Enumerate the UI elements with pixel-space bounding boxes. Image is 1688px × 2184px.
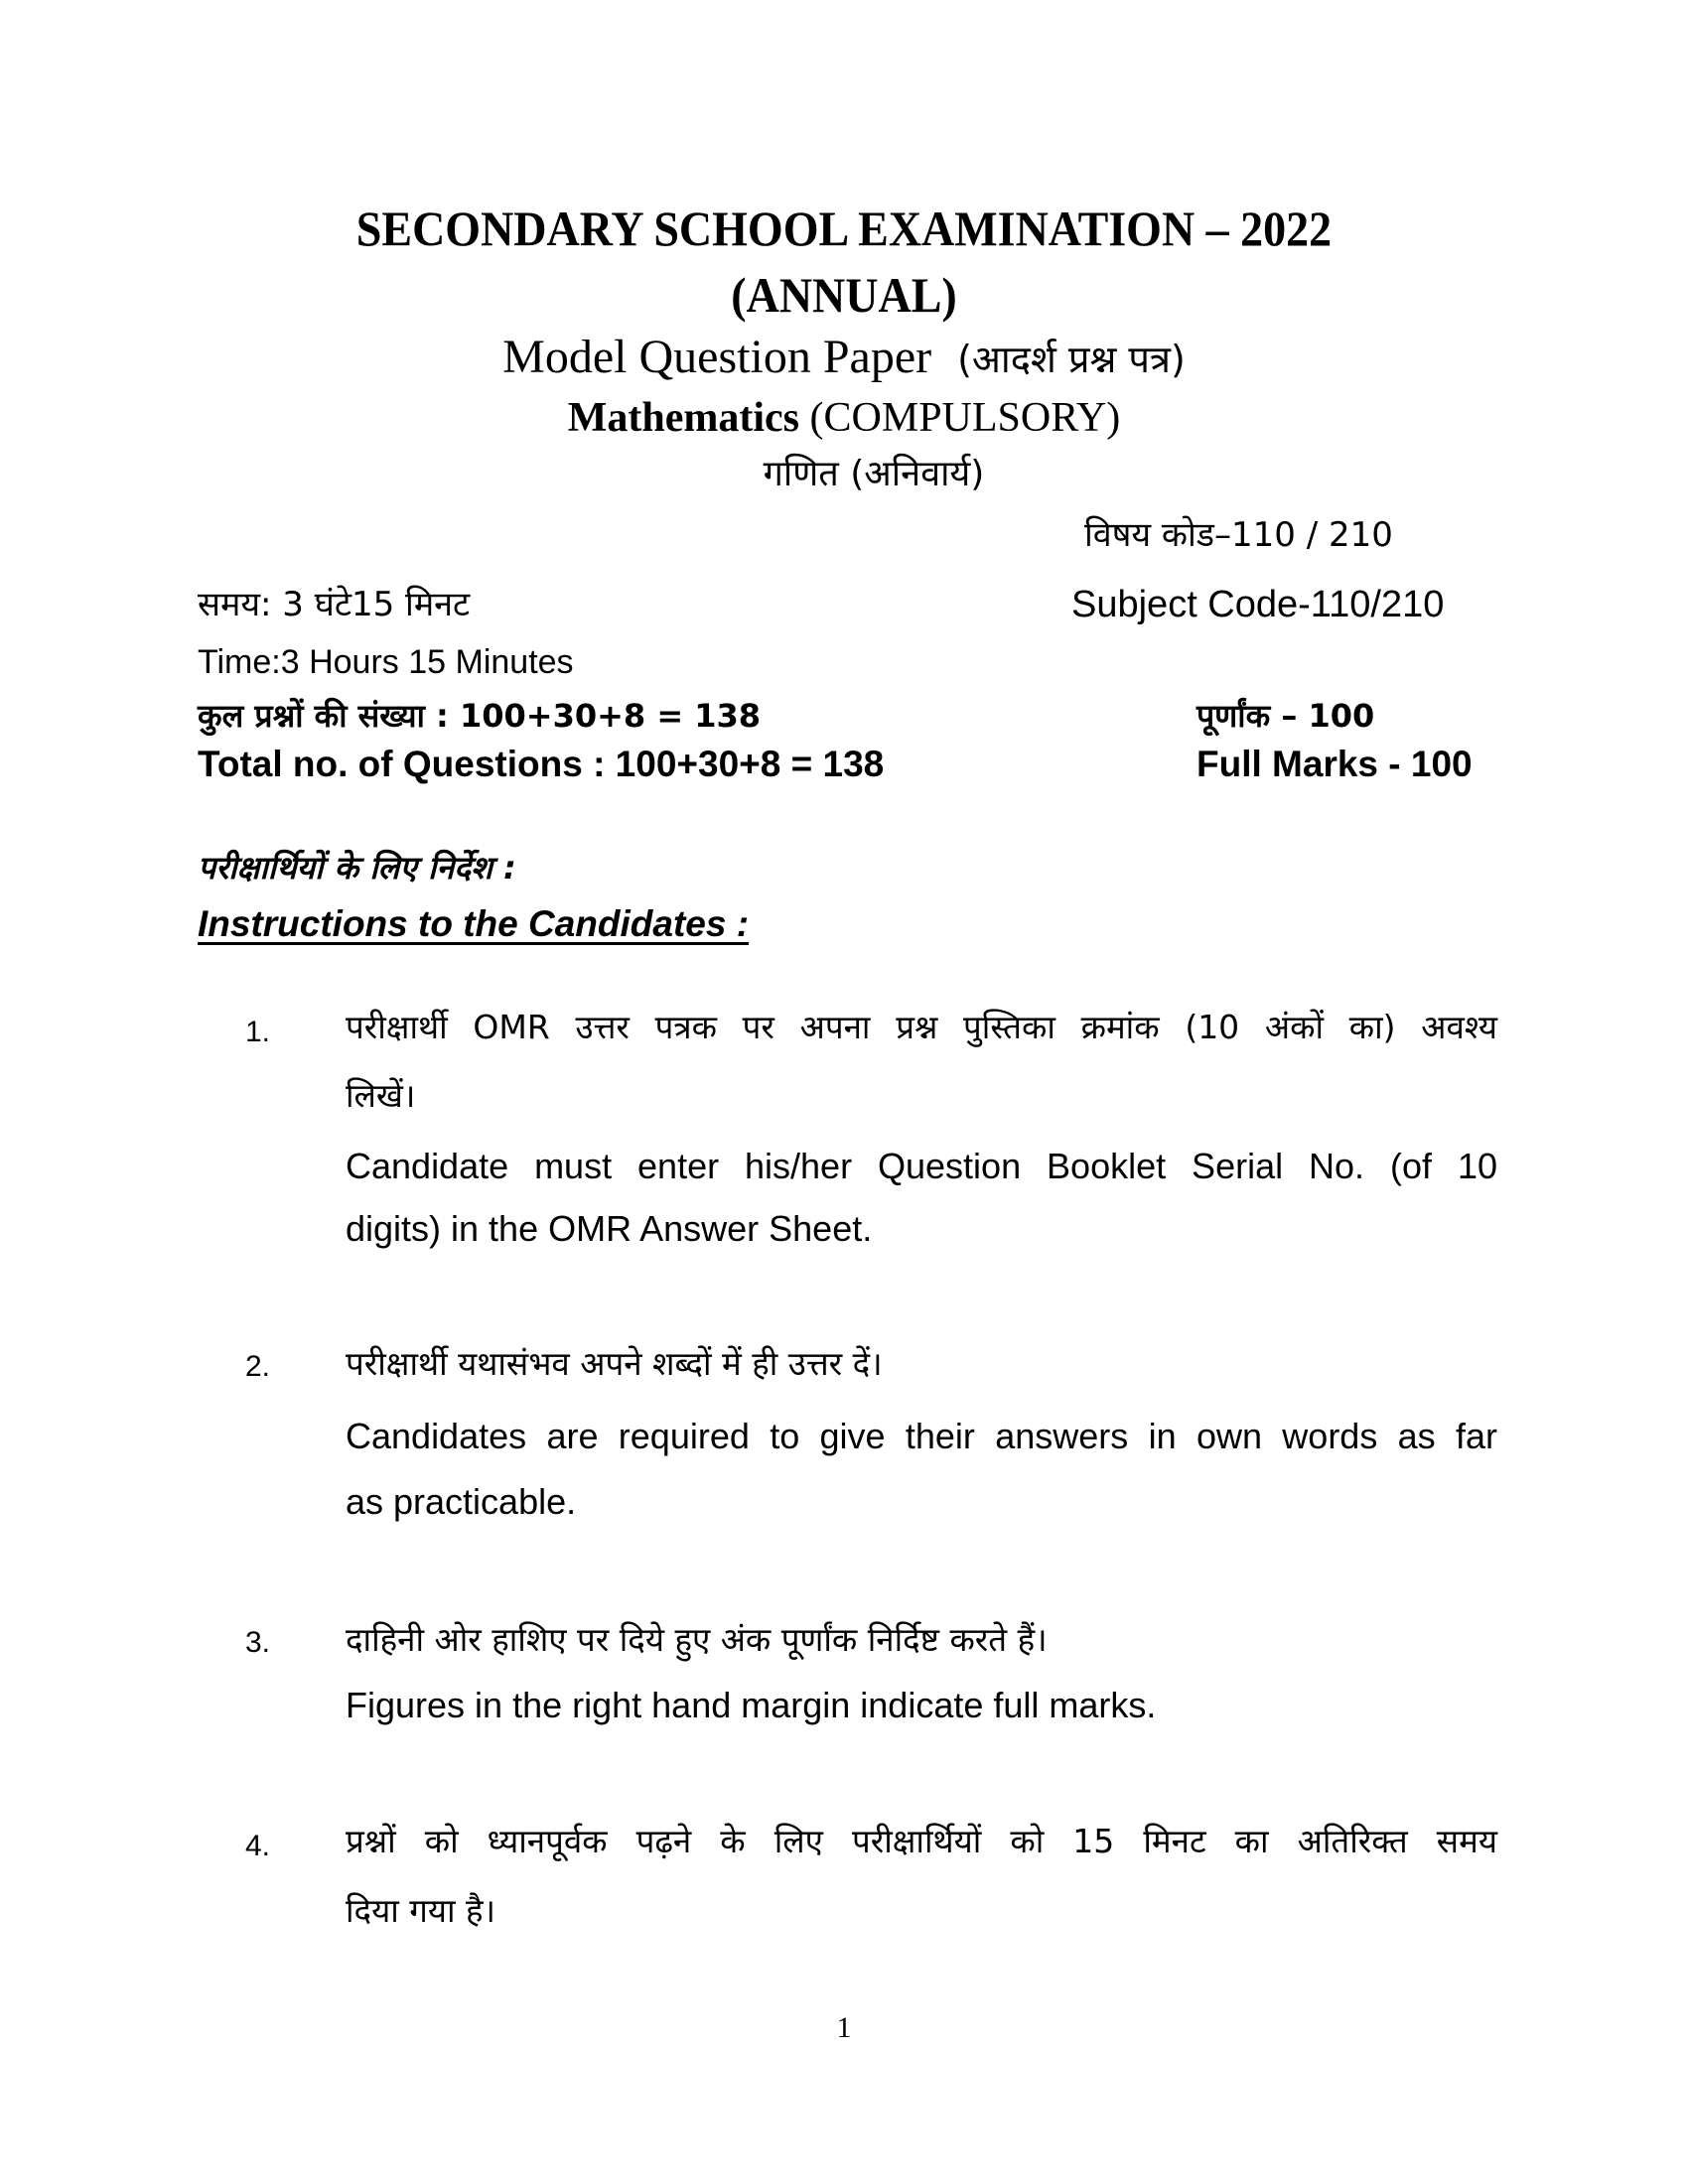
subject-title-hindi: गणित (अनिवार्य)	[763, 454, 985, 494]
instruction-number: 4.	[245, 1830, 271, 1862]
instruction-4-hindi-line2: दिया गया है।	[346, 1891, 496, 1930]
exam-title: SECONDARY SCHOOL EXAMINATION – 2022	[355, 201, 1333, 256]
full-marks: Full Marks - 100	[1196, 744, 1473, 784]
exam-session: (ANNUAL)	[731, 267, 957, 323]
instruction-number: 3.	[245, 1626, 271, 1659]
instruction-3-hindi-line1: दाहिनी ओर हाशिए पर दिये हुए अंक पूर्णांक निर्दिष्ट करते हैं।	[346, 1620, 1048, 1659]
instruction-1-english-line1: Candidate must enter his/her Question Booklet Serial No. (of 10	[346, 1146, 1497, 1186]
paper-type-hi: (आदर्श प्रश्न पत्र)	[957, 338, 1186, 381]
time-duration: Time:3 Hours 15 Minutes	[198, 643, 574, 681]
instructions-heading-hindi: परीक्षार्थियों के लिए निर्देश :	[198, 849, 516, 887]
instruction-number: 1.	[245, 1016, 271, 1048]
subject-name: Mathematics	[567, 395, 800, 441]
instruction-1-hindi-line2: लिखें।	[346, 1076, 416, 1115]
time-hindi: समय: 3 घंटे15 मिनट	[198, 585, 471, 624]
instruction-number: 2.	[245, 1350, 271, 1383]
subject-compulsory: (COMPULSORY)	[809, 395, 1121, 441]
paper-type	[0, 331, 1688, 383]
subject-code-hindi: विषय कोड–110 / 210	[1084, 515, 1393, 555]
page-number: 1	[836, 2011, 852, 2044]
instruction-4-hindi-line1: प्रश्नों को ध्यानपूर्वक पढ़ने के लिए परीक्षार्थियों को 15 मिनट का अतिरिक्त समय	[346, 1822, 1497, 1860]
instruction-2-english-line1: Candidates are required to give their answers in own words as far	[346, 1416, 1497, 1456]
subject-title	[0, 397, 1688, 439]
instruction-1-english-line2: digits) in the OMR Answer Sheet.	[346, 1208, 873, 1249]
instruction-2-english-line2: as practicable.	[346, 1481, 577, 1522]
instruction-3-english-line1: Figures in the right hand margin indicate full marks.	[346, 1685, 1157, 1725]
instruction-2-hindi-line1: परीक्षार्थी यथासंभव अपने शब्दों में ही उत्तर दें।	[346, 1344, 883, 1383]
total-questions: Total no. of Questions : 100+30+8 = 138	[198, 744, 885, 784]
instruction-1-hindi-line1: परीक्षार्थी OMR उत्तर पत्रक पर अपना प्रश्न पुस्तिका क्रमांक (10 अंकों का) अवश्य	[346, 1008, 1497, 1046]
instructions-heading: Instructions to the Candidates :	[198, 903, 750, 944]
full-marks-hindi: पूर्णांक – 100	[1196, 697, 1375, 735]
subject-code: Subject Code-110/210	[1071, 584, 1445, 625]
total-questions-hindi: कुल प्रश्नों की संख्या : 100+30+8 = 138	[198, 697, 762, 735]
paper-type-en: Model Question Paper	[502, 331, 932, 383]
